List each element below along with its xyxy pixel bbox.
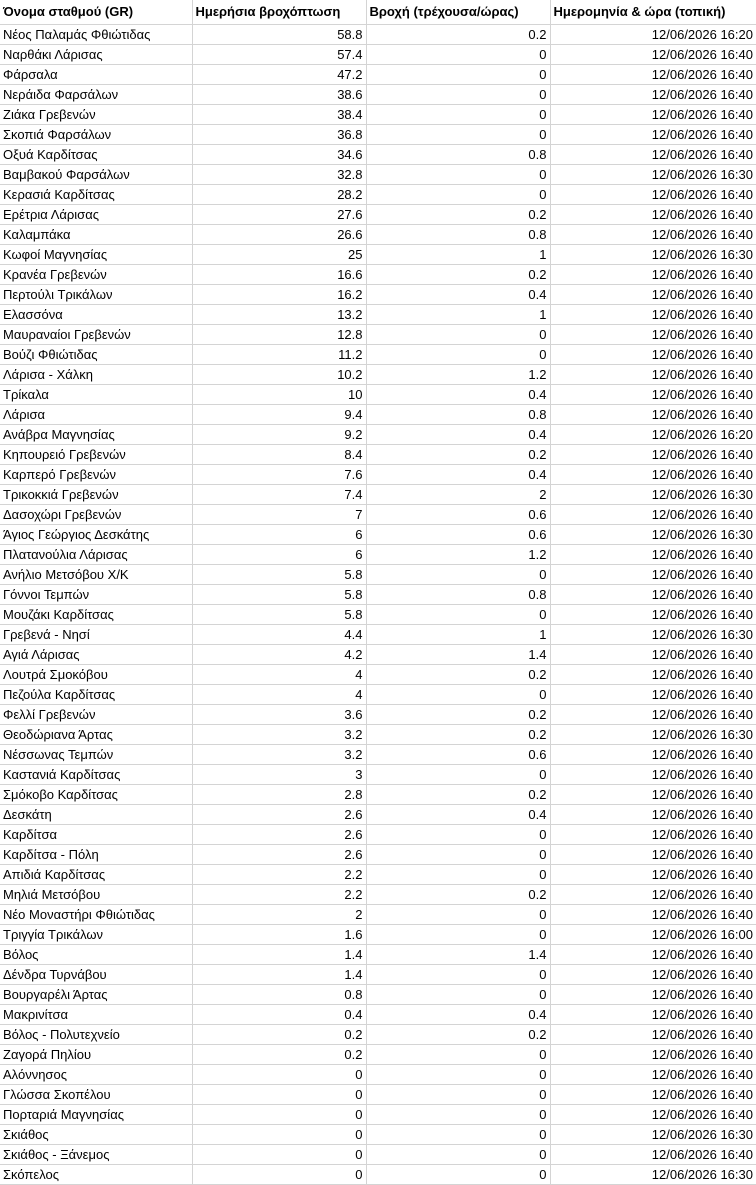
datetime-cell[interactable]: 12/06/2026 16:40 bbox=[550, 325, 756, 345]
current-rain-cell[interactable]: 0.8 bbox=[366, 405, 550, 425]
station-name-cell[interactable]: Φάρσαλα bbox=[0, 65, 192, 85]
station-name-cell[interactable]: Καρδίτσα bbox=[0, 825, 192, 845]
header-current-rain[interactable]: Βροχή (τρέχουσα/ώρας) bbox=[366, 0, 550, 25]
daily-rainfall-cell[interactable]: 0 bbox=[192, 1085, 366, 1105]
station-name-cell[interactable]: Βούζι Φθιώτιδας bbox=[0, 345, 192, 365]
current-rain-cell[interactable]: 0.4 bbox=[366, 285, 550, 305]
station-name-cell[interactable]: Κερασιά Καρδίτσας bbox=[0, 185, 192, 205]
station-name-cell[interactable]: Δένδρα Τυρνάβου bbox=[0, 965, 192, 985]
daily-rainfall-cell[interactable]: 0.4 bbox=[192, 1005, 366, 1025]
station-name-cell[interactable]: Φελλί Γρεβενών bbox=[0, 705, 192, 725]
daily-rainfall-cell[interactable]: 7 bbox=[192, 505, 366, 525]
daily-rainfall-cell[interactable]: 10.2 bbox=[192, 365, 366, 385]
station-name-cell[interactable]: Καλαμπάκα bbox=[0, 225, 192, 245]
current-rain-cell[interactable]: 0.6 bbox=[366, 505, 550, 525]
current-rain-cell[interactable]: 0 bbox=[366, 105, 550, 125]
datetime-cell[interactable]: 12/06/2026 16:40 bbox=[550, 685, 756, 705]
datetime-cell[interactable]: 12/06/2026 16:40 bbox=[550, 825, 756, 845]
station-name-cell[interactable]: Λουτρά Σμοκόβου bbox=[0, 665, 192, 685]
datetime-cell[interactable]: 12/06/2026 16:40 bbox=[550, 665, 756, 685]
current-rain-cell[interactable]: 0 bbox=[366, 845, 550, 865]
datetime-cell[interactable]: 12/06/2026 16:40 bbox=[550, 285, 756, 305]
table-row bbox=[0, 425, 756, 445]
current-rain-cell[interactable]: 0.8 bbox=[366, 585, 550, 605]
daily-rainfall-cell[interactable]: 1.4 bbox=[192, 965, 366, 985]
station-name-cell[interactable]: Ερέτρια Λάρισας bbox=[0, 205, 192, 225]
daily-rainfall-cell[interactable]: 0.8 bbox=[192, 985, 366, 1005]
station-name-cell[interactable]: Καστανιά Καρδίτσας bbox=[0, 765, 192, 785]
daily-rainfall-cell[interactable]: 34.6 bbox=[192, 145, 366, 165]
daily-rainfall-cell[interactable]: 8.4 bbox=[192, 445, 366, 465]
datetime-cell[interactable]: 12/06/2026 16:40 bbox=[550, 1005, 756, 1025]
daily-rainfall-cell[interactable]: 16.2 bbox=[192, 285, 366, 305]
daily-rainfall-cell[interactable]: 9.4 bbox=[192, 405, 366, 425]
current-rain-cell[interactable]: 1.2 bbox=[366, 545, 550, 565]
current-rain-cell[interactable]: 0.2 bbox=[366, 265, 550, 285]
daily-rainfall-cell[interactable]: 0.2 bbox=[192, 1025, 366, 1045]
daily-rainfall-cell[interactable]: 0.2 bbox=[192, 1045, 366, 1065]
table-row bbox=[0, 365, 756, 385]
datetime-cell[interactable]: 12/06/2026 16:40 bbox=[550, 445, 756, 465]
current-rain-cell[interactable]: 0 bbox=[366, 1165, 550, 1185]
datetime-cell[interactable]: 12/06/2026 16:00 bbox=[550, 925, 756, 945]
current-rain-cell[interactable]: 0 bbox=[366, 1145, 550, 1165]
table-row bbox=[0, 345, 756, 365]
station-name-cell[interactable]: Καρδίτσα - Πόλη bbox=[0, 845, 192, 865]
station-name-cell[interactable]: Μακρινίτσα bbox=[0, 1005, 192, 1025]
station-name-cell[interactable]: Νέσσωνας Τεμπών bbox=[0, 745, 192, 765]
table-row bbox=[0, 1105, 756, 1125]
daily-rainfall-cell[interactable]: 4.2 bbox=[192, 645, 366, 665]
datetime-cell[interactable]: 12/06/2026 16:40 bbox=[550, 785, 756, 805]
table-row bbox=[0, 405, 756, 425]
datetime-cell[interactable]: 12/06/2026 16:40 bbox=[550, 885, 756, 905]
daily-rainfall-cell[interactable]: 0 bbox=[192, 1145, 366, 1165]
station-name-cell[interactable]: Αγιά Λάρισας bbox=[0, 645, 192, 665]
station-name-cell[interactable]: Απιδιά Καρδίτσας bbox=[0, 865, 192, 885]
datetime-cell[interactable]: 12/06/2026 16:30 bbox=[550, 625, 756, 645]
current-rain-cell[interactable]: 0.2 bbox=[366, 705, 550, 725]
datetime-cell[interactable]: 12/06/2026 16:40 bbox=[550, 605, 756, 625]
current-rain-cell[interactable]: 1.2 bbox=[366, 365, 550, 385]
station-name-cell[interactable]: Ζιάκα Γρεβενών bbox=[0, 105, 192, 125]
daily-rainfall-cell[interactable]: 2.6 bbox=[192, 825, 366, 845]
table-row bbox=[0, 845, 756, 865]
station-name-cell[interactable]: Γρεβενά - Νησί bbox=[0, 625, 192, 645]
current-rain-cell[interactable]: 0.2 bbox=[366, 25, 550, 45]
table-row bbox=[0, 725, 756, 745]
daily-rainfall-cell[interactable]: 1.4 bbox=[192, 945, 366, 965]
station-name-cell[interactable]: Μουζάκι Καρδίτσας bbox=[0, 605, 192, 625]
table-row bbox=[0, 945, 756, 965]
table-row bbox=[0, 905, 756, 925]
table-row bbox=[0, 385, 756, 405]
datetime-cell[interactable]: 12/06/2026 16:40 bbox=[550, 365, 756, 385]
daily-rainfall-cell[interactable]: 12.8 bbox=[192, 325, 366, 345]
table-row bbox=[0, 925, 756, 945]
current-rain-cell[interactable]: 0.2 bbox=[366, 205, 550, 225]
station-name-cell[interactable]: Νεράιδα Φαρσάλων bbox=[0, 85, 192, 105]
station-name-cell[interactable]: Δασοχώρι Γρεβενών bbox=[0, 505, 192, 525]
daily-rainfall-cell[interactable]: 13.2 bbox=[192, 305, 366, 325]
station-name-cell[interactable]: Ανάβρα Μαγνησίας bbox=[0, 425, 192, 445]
current-rain-cell[interactable]: 0 bbox=[366, 1065, 550, 1085]
table-row bbox=[0, 45, 756, 65]
current-rain-cell[interactable]: 0.8 bbox=[366, 225, 550, 245]
daily-rainfall-cell[interactable]: 2 bbox=[192, 905, 366, 925]
daily-rainfall-cell[interactable]: 58.8 bbox=[192, 25, 366, 45]
table-row bbox=[0, 445, 756, 465]
table-row bbox=[0, 565, 756, 585]
table-row bbox=[0, 1085, 756, 1105]
current-rain-cell[interactable]: 0 bbox=[366, 905, 550, 925]
current-rain-cell[interactable]: 0 bbox=[366, 185, 550, 205]
daily-rainfall-cell[interactable]: 2.2 bbox=[192, 865, 366, 885]
station-name-cell[interactable]: Τριγγία Τρικάλων bbox=[0, 925, 192, 945]
daily-rainfall-cell[interactable]: 11.2 bbox=[192, 345, 366, 365]
current-rain-cell[interactable]: 0.4 bbox=[366, 385, 550, 405]
datetime-cell[interactable]: 12/06/2026 16:40 bbox=[550, 845, 756, 865]
header-row bbox=[0, 0, 756, 25]
table-row bbox=[0, 1025, 756, 1045]
current-rain-cell[interactable]: 0 bbox=[366, 1125, 550, 1145]
daily-rainfall-cell[interactable]: 4.4 bbox=[192, 625, 366, 645]
daily-rainfall-cell[interactable]: 10 bbox=[192, 385, 366, 405]
current-rain-cell[interactable]: 1 bbox=[366, 305, 550, 325]
datetime-cell[interactable]: 12/06/2026 16:40 bbox=[550, 505, 756, 525]
current-rain-cell[interactable]: 0.4 bbox=[366, 465, 550, 485]
current-rain-cell[interactable]: 0 bbox=[366, 165, 550, 185]
station-name-cell[interactable]: Πορταριά Μαγνησίας bbox=[0, 1105, 192, 1125]
table-row bbox=[0, 1045, 756, 1065]
current-rain-cell[interactable]: 0 bbox=[366, 1085, 550, 1105]
current-rain-cell[interactable]: 0.6 bbox=[366, 745, 550, 765]
current-rain-cell[interactable]: 0.2 bbox=[366, 785, 550, 805]
table-row bbox=[0, 625, 756, 645]
datetime-cell[interactable]: 12/06/2026 16:40 bbox=[550, 545, 756, 565]
datetime-cell[interactable]: 12/06/2026 16:30 bbox=[550, 165, 756, 185]
current-rain-cell[interactable]: 1.4 bbox=[366, 945, 550, 965]
datetime-cell[interactable]: 12/06/2026 16:40 bbox=[550, 765, 756, 785]
current-rain-cell[interactable]: 2 bbox=[366, 485, 550, 505]
station-name-cell[interactable]: Άγιος Γεώργιος Δεσκάτης bbox=[0, 525, 192, 545]
station-name-cell[interactable]: Πεζούλα Καρδίτσας bbox=[0, 685, 192, 705]
table-body bbox=[0, 25, 756, 1185]
daily-rainfall-cell[interactable]: 5.8 bbox=[192, 585, 366, 605]
daily-rainfall-cell[interactable]: 4 bbox=[192, 685, 366, 705]
datetime-cell[interactable]: 12/06/2026 16:40 bbox=[550, 1105, 756, 1125]
current-rain-cell[interactable]: 0 bbox=[366, 45, 550, 65]
datetime-cell[interactable]: 12/06/2026 16:30 bbox=[550, 725, 756, 745]
daily-rainfall-cell[interactable]: 2.6 bbox=[192, 805, 366, 825]
daily-rainfall-cell[interactable]: 28.2 bbox=[192, 185, 366, 205]
table-row bbox=[0, 185, 756, 205]
table-row bbox=[0, 505, 756, 525]
table-row bbox=[0, 685, 756, 705]
daily-rainfall-cell[interactable]: 6 bbox=[192, 525, 366, 545]
datetime-cell[interactable]: 12/06/2026 16:40 bbox=[550, 945, 756, 965]
station-name-cell[interactable]: Βόλος bbox=[0, 945, 192, 965]
datetime-cell[interactable]: 12/06/2026 16:40 bbox=[550, 465, 756, 485]
datetime-cell[interactable]: 12/06/2026 16:40 bbox=[550, 565, 756, 585]
table-row bbox=[0, 605, 756, 625]
table-row bbox=[0, 985, 756, 1005]
table-row bbox=[0, 1125, 756, 1145]
current-rain-cell[interactable]: 0 bbox=[366, 685, 550, 705]
current-rain-cell[interactable]: 0 bbox=[366, 865, 550, 885]
table-row bbox=[0, 285, 756, 305]
current-rain-cell[interactable]: 0 bbox=[366, 325, 550, 345]
table-row bbox=[0, 745, 756, 765]
current-rain-cell[interactable]: 0 bbox=[366, 925, 550, 945]
daily-rainfall-cell[interactable]: 6 bbox=[192, 545, 366, 565]
datetime-cell[interactable]: 12/06/2026 16:40 bbox=[550, 65, 756, 85]
station-name-cell[interactable]: Ανήλιο Μετσόβου Χ/Κ bbox=[0, 565, 192, 585]
station-name-cell[interactable]: Μηλιά Μετσόβου bbox=[0, 885, 192, 905]
daily-rainfall-cell[interactable]: 7.4 bbox=[192, 485, 366, 505]
datetime-cell[interactable]: 12/06/2026 16:40 bbox=[550, 45, 756, 65]
daily-rainfall-cell[interactable]: 7.6 bbox=[192, 465, 366, 485]
table-row bbox=[0, 1065, 756, 1085]
daily-rainfall-cell[interactable]: 3.2 bbox=[192, 725, 366, 745]
station-name-cell[interactable]: Σκόπελος bbox=[0, 1165, 192, 1185]
daily-rainfall-cell[interactable]: 26.6 bbox=[192, 225, 366, 245]
table-row bbox=[0, 325, 756, 345]
daily-rainfall-cell[interactable]: 0 bbox=[192, 1165, 366, 1185]
datetime-cell[interactable]: 12/06/2026 16:40 bbox=[550, 645, 756, 665]
daily-rainfall-cell[interactable]: 32.8 bbox=[192, 165, 366, 185]
station-name-cell[interactable]: Αλόννησος bbox=[0, 1065, 192, 1085]
header-datetime[interactable]: Ημερομηνία & ώρα (τοπική) bbox=[550, 0, 756, 25]
station-name-cell[interactable]: Βαμβακού Φαρσάλων bbox=[0, 165, 192, 185]
station-name-cell[interactable]: Τρικοκκιά Γρεβενών bbox=[0, 485, 192, 505]
datetime-cell[interactable]: 12/06/2026 16:20 bbox=[550, 25, 756, 45]
table-row bbox=[0, 1145, 756, 1165]
datetime-cell[interactable]: 12/06/2026 16:40 bbox=[550, 1025, 756, 1045]
daily-rainfall-cell[interactable]: 2.2 bbox=[192, 885, 366, 905]
current-rain-cell[interactable]: 0 bbox=[366, 605, 550, 625]
datetime-cell[interactable]: 12/06/2026 16:40 bbox=[550, 865, 756, 885]
table-row bbox=[0, 465, 756, 485]
daily-rainfall-cell[interactable]: 57.4 bbox=[192, 45, 366, 65]
daily-rainfall-cell[interactable]: 3.2 bbox=[192, 745, 366, 765]
current-rain-cell[interactable]: 0 bbox=[366, 345, 550, 365]
datetime-cell[interactable]: 12/06/2026 16:40 bbox=[550, 585, 756, 605]
current-rain-cell[interactable]: 0 bbox=[366, 565, 550, 585]
current-rain-cell[interactable]: 0.2 bbox=[366, 725, 550, 745]
table-row bbox=[0, 205, 756, 225]
table-row bbox=[0, 65, 756, 85]
table-row bbox=[0, 85, 756, 105]
table-row bbox=[0, 585, 756, 605]
daily-rainfall-cell[interactable]: 4 bbox=[192, 665, 366, 685]
station-name-cell[interactable]: Σκοπιά Φαρσάλων bbox=[0, 125, 192, 145]
table-row bbox=[0, 645, 756, 665]
current-rain-cell[interactable]: 0.2 bbox=[366, 665, 550, 685]
daily-rainfall-cell[interactable]: 0 bbox=[192, 1065, 366, 1085]
datetime-cell[interactable]: 12/06/2026 16:40 bbox=[550, 745, 756, 765]
table-row bbox=[0, 25, 756, 45]
datetime-cell[interactable]: 12/06/2026 16:40 bbox=[550, 805, 756, 825]
table-row bbox=[0, 165, 756, 185]
station-name-cell[interactable]: Λάρισα bbox=[0, 405, 192, 425]
station-name-cell[interactable]: Περτούλι Τρικάλων bbox=[0, 285, 192, 305]
table-row bbox=[0, 825, 756, 845]
datetime-cell[interactable]: 12/06/2026 16:40 bbox=[550, 385, 756, 405]
table-row bbox=[0, 125, 756, 145]
station-name-cell[interactable]: Μαυραναίοι Γρεβενών bbox=[0, 325, 192, 345]
table-row bbox=[0, 225, 756, 245]
table-row bbox=[0, 705, 756, 725]
datetime-cell[interactable]: 12/06/2026 16:30 bbox=[550, 245, 756, 265]
station-name-cell[interactable]: Σκιάθος - Ξάνεμος bbox=[0, 1145, 192, 1165]
station-name-cell[interactable]: Δεσκάτη bbox=[0, 805, 192, 825]
station-name-cell[interactable]: Τρίκαλα bbox=[0, 385, 192, 405]
station-name-cell[interactable]: Ναρθάκι Λάρισας bbox=[0, 45, 192, 65]
table-row bbox=[0, 785, 756, 805]
datetime-cell[interactable]: 12/06/2026 16:40 bbox=[550, 105, 756, 125]
daily-rainfall-cell[interactable]: 16.6 bbox=[192, 265, 366, 285]
current-rain-cell[interactable]: 0 bbox=[366, 965, 550, 985]
datetime-cell[interactable]: 12/06/2026 16:40 bbox=[550, 125, 756, 145]
datetime-cell[interactable]: 12/06/2026 16:40 bbox=[550, 905, 756, 925]
current-rain-cell[interactable]: 0 bbox=[366, 1045, 550, 1065]
table-row bbox=[0, 665, 756, 685]
table-row bbox=[0, 105, 756, 125]
station-name-cell[interactable]: Καρπερό Γρεβενών bbox=[0, 465, 192, 485]
station-name-cell[interactable]: Γόννοι Τεμπών bbox=[0, 585, 192, 605]
daily-rainfall-cell[interactable]: 0 bbox=[192, 1125, 366, 1145]
datetime-cell[interactable]: 12/06/2026 16:30 bbox=[550, 1125, 756, 1145]
current-rain-cell[interactable]: 0 bbox=[366, 85, 550, 105]
table-row bbox=[0, 965, 756, 985]
station-name-cell[interactable]: Θεοδώριανα Άρτας bbox=[0, 725, 192, 745]
current-rain-cell[interactable]: 0 bbox=[366, 125, 550, 145]
daily-rainfall-cell[interactable]: 3.6 bbox=[192, 705, 366, 725]
daily-rainfall-cell[interactable]: 1.6 bbox=[192, 925, 366, 945]
table-row bbox=[0, 245, 756, 265]
datetime-cell[interactable]: 12/06/2026 16:40 bbox=[550, 145, 756, 165]
table-row bbox=[0, 145, 756, 165]
current-rain-cell[interactable]: 1 bbox=[366, 245, 550, 265]
datetime-cell[interactable]: 12/06/2026 16:40 bbox=[550, 185, 756, 205]
datetime-cell[interactable]: 12/06/2026 16:30 bbox=[550, 485, 756, 505]
current-rain-cell[interactable]: 0.2 bbox=[366, 1025, 550, 1045]
daily-rainfall-cell[interactable]: 36.8 bbox=[192, 125, 366, 145]
current-rain-cell[interactable]: 0.2 bbox=[366, 445, 550, 465]
station-name-cell[interactable]: Κωφοί Μαγνησίας bbox=[0, 245, 192, 265]
current-rain-cell[interactable]: 1.4 bbox=[366, 645, 550, 665]
daily-rainfall-cell[interactable]: 2.8 bbox=[192, 785, 366, 805]
table-row bbox=[0, 805, 756, 825]
datetime-cell[interactable]: 12/06/2026 16:20 bbox=[550, 425, 756, 445]
station-name-cell[interactable]: Σκιάθος bbox=[0, 1125, 192, 1145]
datetime-cell[interactable]: 12/06/2026 16:40 bbox=[550, 85, 756, 105]
station-name-cell[interactable]: Γλώσσα Σκοπέλου bbox=[0, 1085, 192, 1105]
current-rain-cell[interactable]: 0.6 bbox=[366, 525, 550, 545]
datetime-cell[interactable]: 12/06/2026 16:40 bbox=[550, 1085, 756, 1105]
station-name-cell[interactable]: Κρανέα Γρεβενών bbox=[0, 265, 192, 285]
datetime-cell[interactable]: 12/06/2026 16:40 bbox=[550, 985, 756, 1005]
datetime-cell[interactable]: 12/06/2026 16:40 bbox=[550, 1045, 756, 1065]
daily-rainfall-cell[interactable]: 47.2 bbox=[192, 65, 366, 85]
current-rain-cell[interactable]: 0.2 bbox=[366, 885, 550, 905]
datetime-cell[interactable]: 12/06/2026 16:40 bbox=[550, 265, 756, 285]
current-rain-cell[interactable]: 0.8 bbox=[366, 145, 550, 165]
station-name-cell[interactable]: Βόλος - Πολυτεχνείο bbox=[0, 1025, 192, 1045]
current-rain-cell[interactable]: 0.4 bbox=[366, 425, 550, 445]
daily-rainfall-cell[interactable]: 2.6 bbox=[192, 845, 366, 865]
datetime-cell[interactable]: 12/06/2026 16:40 bbox=[550, 1145, 756, 1165]
table-row bbox=[0, 865, 756, 885]
datetime-cell[interactable]: 12/06/2026 16:30 bbox=[550, 525, 756, 545]
header-station-name[interactable]: Όνομα σταθμού (GR) bbox=[0, 0, 192, 25]
station-name-cell[interactable]: Κηπουρειό Γρεβενών bbox=[0, 445, 192, 465]
table-row bbox=[0, 1005, 756, 1025]
station-name-cell[interactable]: Οξυά Καρδίτσας bbox=[0, 145, 192, 165]
current-rain-cell[interactable]: 0 bbox=[366, 1105, 550, 1125]
datetime-cell[interactable]: 12/06/2026 16:40 bbox=[550, 225, 756, 245]
datetime-cell[interactable]: 12/06/2026 16:40 bbox=[550, 305, 756, 325]
daily-rainfall-cell[interactable]: 9.2 bbox=[192, 425, 366, 445]
datetime-cell[interactable]: 12/06/2026 16:40 bbox=[550, 205, 756, 225]
current-rain-cell[interactable]: 0 bbox=[366, 65, 550, 85]
station-name-cell[interactable]: Νέος Παλαμάς Φθιώτιδας bbox=[0, 25, 192, 45]
table-row bbox=[0, 485, 756, 505]
daily-rainfall-cell[interactable]: 5.8 bbox=[192, 565, 366, 585]
table-row bbox=[0, 545, 756, 565]
datetime-cell[interactable]: 12/06/2026 16:30 bbox=[550, 1165, 756, 1185]
table-row bbox=[0, 305, 756, 325]
station-name-cell[interactable]: Νέο Μοναστήρι Φθιώτιδας bbox=[0, 905, 192, 925]
datetime-cell[interactable]: 12/06/2026 16:40 bbox=[550, 705, 756, 725]
daily-rainfall-cell[interactable]: 5.8 bbox=[192, 605, 366, 625]
daily-rainfall-cell[interactable]: 38.6 bbox=[192, 85, 366, 105]
table-row bbox=[0, 765, 756, 785]
current-rain-cell[interactable]: 1 bbox=[366, 625, 550, 645]
station-name-cell[interactable]: Ελασσόνα bbox=[0, 305, 192, 325]
daily-rainfall-cell[interactable]: 0 bbox=[192, 1105, 366, 1125]
current-rain-cell[interactable]: 0 bbox=[366, 985, 550, 1005]
daily-rainfall-cell[interactable]: 25 bbox=[192, 245, 366, 265]
datetime-cell[interactable]: 12/06/2026 16:40 bbox=[550, 345, 756, 365]
table-row bbox=[0, 525, 756, 545]
station-name-cell[interactable]: Λάρισα - Χάλκη bbox=[0, 365, 192, 385]
station-name-cell[interactable]: Πλατανούλια Λάρισας bbox=[0, 545, 192, 565]
datetime-cell[interactable]: 12/06/2026 16:40 bbox=[550, 405, 756, 425]
daily-rainfall-cell[interactable]: 3 bbox=[192, 765, 366, 785]
current-rain-cell[interactable]: 0 bbox=[366, 825, 550, 845]
station-name-cell[interactable]: Σμόκοβο Καρδίτσας bbox=[0, 785, 192, 805]
station-name-cell[interactable]: Ζαγορά Πηλίου bbox=[0, 1045, 192, 1065]
current-rain-cell[interactable]: 0.4 bbox=[366, 1005, 550, 1025]
current-rain-cell[interactable]: 0 bbox=[366, 765, 550, 785]
daily-rainfall-cell[interactable]: 27.6 bbox=[192, 205, 366, 225]
datetime-cell[interactable]: 12/06/2026 16:40 bbox=[550, 965, 756, 985]
table-row bbox=[0, 885, 756, 905]
station-name-cell[interactable]: Βουργαρέλι Άρτας bbox=[0, 985, 192, 1005]
datetime-cell[interactable]: 12/06/2026 16:40 bbox=[550, 1065, 756, 1085]
daily-rainfall-cell[interactable]: 38.4 bbox=[192, 105, 366, 125]
current-rain-cell[interactable]: 0.4 bbox=[366, 805, 550, 825]
table-row bbox=[0, 265, 756, 285]
header-daily-rainfall[interactable]: Ημερήσια βροχόπτωση bbox=[192, 0, 366, 25]
